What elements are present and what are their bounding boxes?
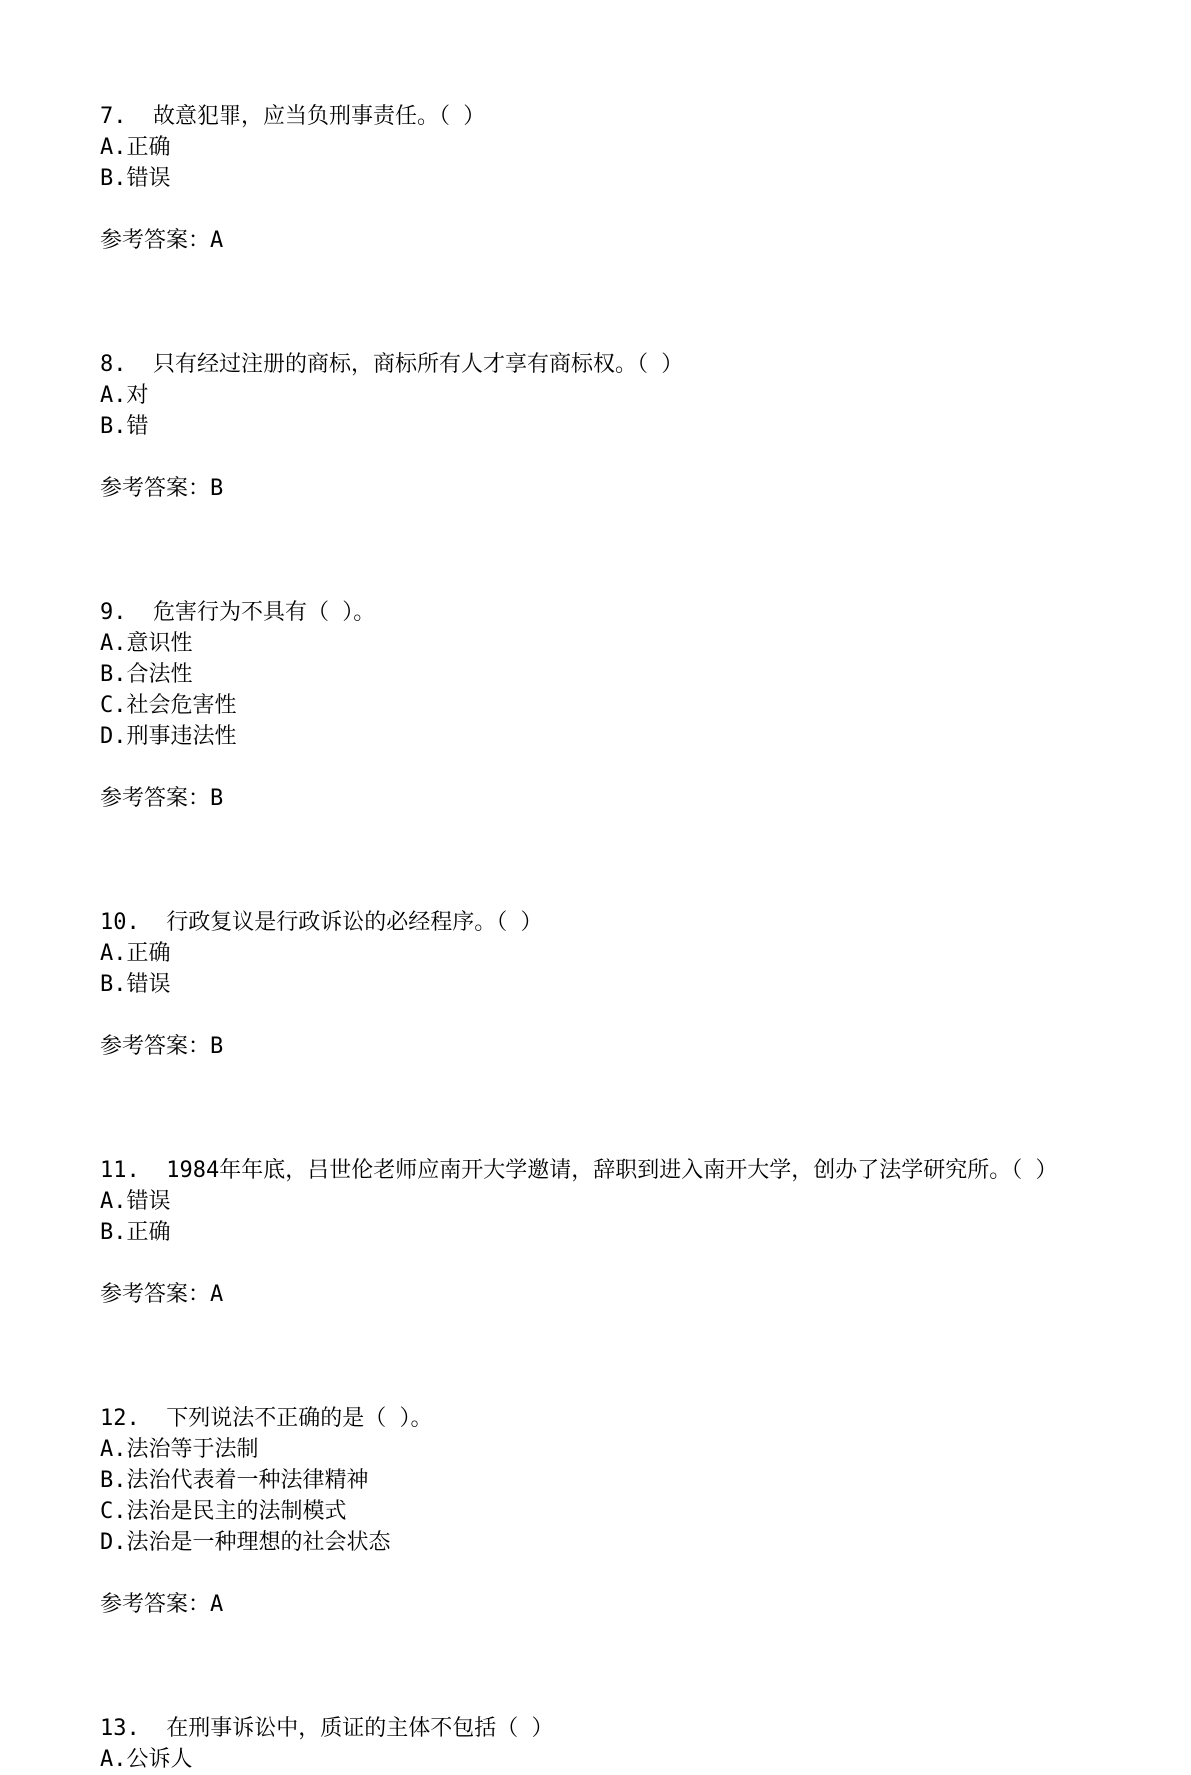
option: D.刑事违法性	[100, 724, 237, 749]
option: D.法治是一种理想的社会状态	[100, 1530, 391, 1555]
spacer	[100, 504, 1110, 597]
option: A.公诉人	[100, 1747, 193, 1772]
question-text	[100, 349, 1110, 380]
option: B.错误	[100, 166, 171, 191]
reference-answer: 参考答案：A	[100, 1282, 224, 1307]
question-text	[100, 1155, 1110, 1186]
document-page	[100, 101, 1110, 1775]
question-number: 12.	[100, 1406, 140, 1431]
question-text	[100, 101, 1110, 132]
question-number: 11.	[100, 1158, 140, 1183]
question-stem: 只有经过注册的商标，商标所有人才享有商标权。（ ）	[153, 352, 684, 377]
spacer	[100, 1310, 1110, 1403]
option: C.社会危害性	[100, 693, 237, 718]
reference-answer: 参考答案：A	[100, 228, 224, 253]
question-number: 9.	[100, 600, 127, 625]
question-number: 8.	[100, 352, 127, 377]
spacer	[100, 1062, 1110, 1155]
question-12	[100, 1403, 1110, 1620]
question-13	[100, 1713, 1110, 1775]
reference-answer: 参考答案：B	[100, 476, 224, 501]
option: A.对	[100, 383, 149, 408]
option: B.错	[100, 414, 149, 439]
reference-answer: 参考答案：B	[100, 1034, 224, 1059]
option: A.错误	[100, 1189, 171, 1214]
option: A.意识性	[100, 631, 193, 656]
option: B.合法性	[100, 662, 193, 687]
spacer	[100, 256, 1110, 349]
question-11	[100, 1155, 1110, 1310]
option: C.法治是民主的法制模式	[100, 1499, 347, 1524]
spacer	[100, 1620, 1110, 1713]
spacer	[100, 814, 1110, 907]
question-9	[100, 597, 1110, 814]
question-stem: 故意犯罪，应当负刑事责任。（ ）	[153, 104, 486, 129]
question-8	[100, 349, 1110, 504]
question-stem: 1984年年底，吕世伦老师应南开大学邀请，辞职到进入南开大学，创办了法学研究所。（ ）	[166, 1158, 1058, 1183]
reference-answer: 参考答案：B	[100, 786, 224, 811]
question-stem: 行政复议是行政诉讼的必经程序。（ ）	[166, 910, 543, 935]
question-7	[100, 101, 1110, 256]
reference-answer: 参考答案：A	[100, 1592, 224, 1617]
question-10	[100, 907, 1110, 1062]
question-number: 13.	[100, 1716, 140, 1741]
option: A.正确	[100, 941, 171, 966]
question-text	[100, 1713, 1110, 1744]
option: A.正确	[100, 135, 171, 160]
question-stem: 危害行为不具有（ ）。	[153, 600, 376, 625]
option: A.法治等于法制	[100, 1437, 259, 1462]
question-text	[100, 597, 1110, 628]
question-text	[100, 907, 1110, 938]
question-stem: 下列说法不正确的是（ ）。	[166, 1406, 433, 1431]
question-text	[100, 1403, 1110, 1434]
question-number: 10.	[100, 910, 140, 935]
option: B.错误	[100, 972, 171, 997]
option: B.法治代表着一种法律精神	[100, 1468, 369, 1493]
question-number: 7.	[100, 104, 127, 129]
option: B.正确	[100, 1220, 171, 1245]
question-stem: 在刑事诉讼中，质证的主体不包括（ ）	[166, 1716, 554, 1741]
